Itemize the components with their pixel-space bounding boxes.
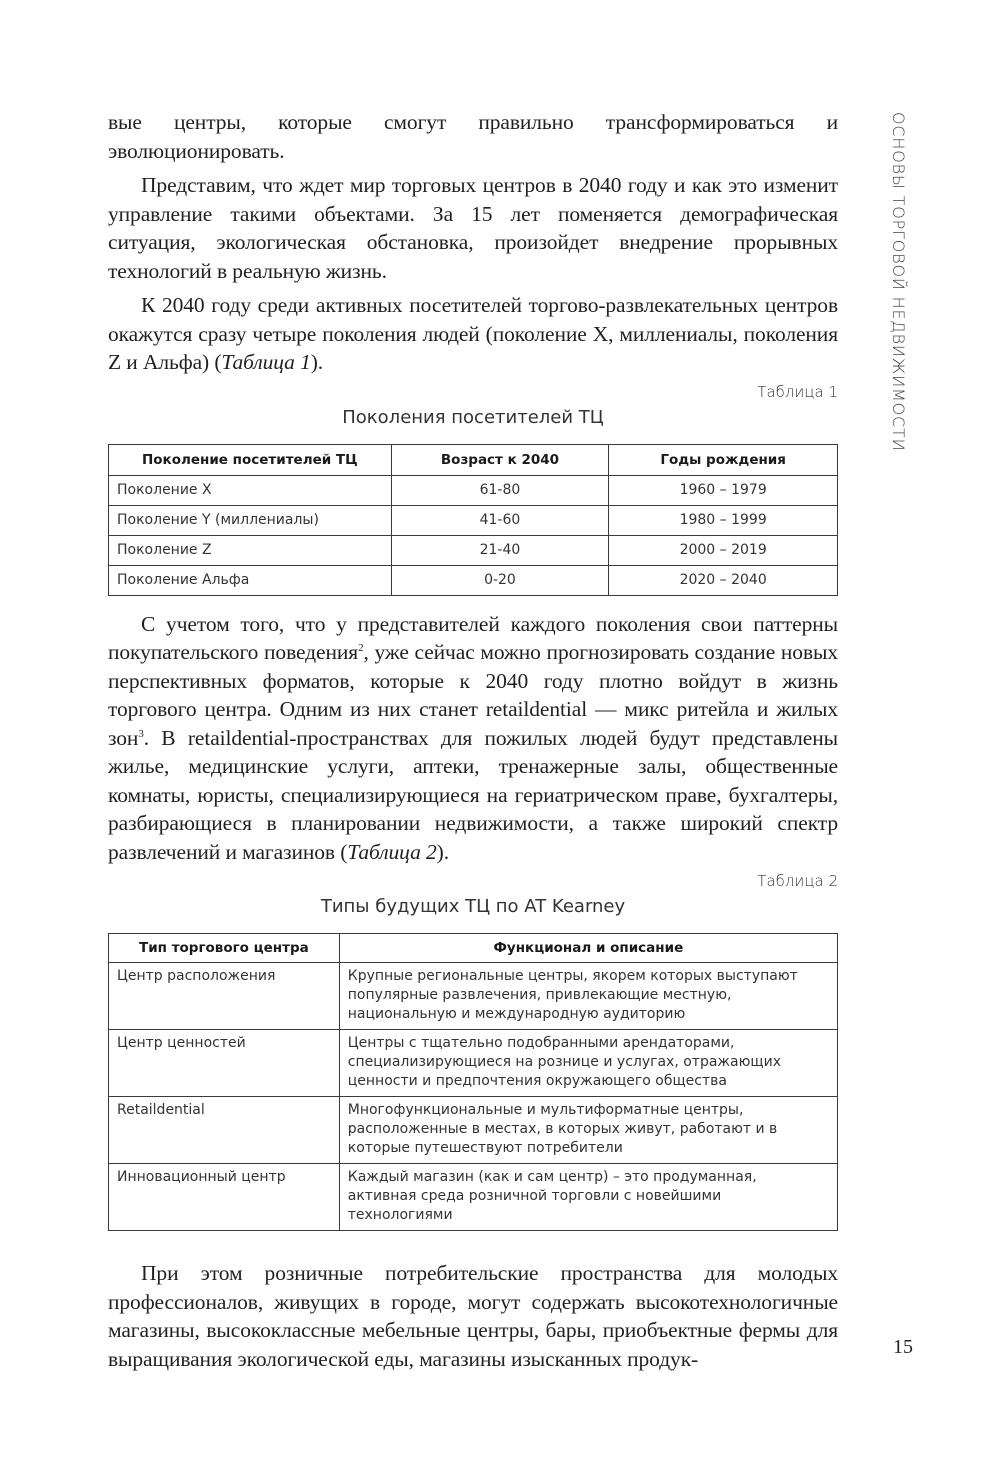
- description-cell: Крупные региональные центры, якорем которых выступают популярные развлечения, привлекающие местную, национальную и международную аудиторию: [339, 963, 837, 1030]
- table-2-label: Таблица 2: [757, 872, 838, 890]
- column-header: Годы рождения: [609, 444, 838, 475]
- table-header-row: [109, 934, 838, 963]
- paragraph-text: К 2040 году среди активных посетителей торгово-развлекательных центров окажутся сразу четыре поколения людей (поколение X, миллениалы, поколения Z и Альфа) (: [108, 293, 838, 374]
- table-row: [109, 963, 838, 1030]
- age-cell: 61-80: [391, 475, 609, 505]
- paragraph-retaildential: [108, 610, 838, 867]
- description-cell: Центры с тщательно подобранными арендаторами, специализирующиеся на рознице и услугах, отражающих ценности и предпочтения окружающего общества: [339, 1030, 837, 1097]
- birth-years-cell: 2000 – 2019: [609, 535, 838, 565]
- generation-cell: Поколение Альфа: [109, 565, 392, 595]
- table-2-title: Типы будущих ТЦ по AT Kearney: [320, 896, 626, 917]
- page-body: [108, 108, 838, 1379]
- table-1-reference: Таблица 1: [221, 350, 311, 374]
- age-cell: 0-20: [391, 565, 609, 595]
- paragraph-2040-outlook: Представим, что ждет мир торговых центров в 2040 году и как это изменит управление такими объектами. За 15 лет поменяется демографическая ситуация, экологическая обстановка, произойдет внедрение прорывных технологий в реальную жизнь.: [108, 173, 838, 283]
- table-row: [109, 1164, 838, 1231]
- table-1-label: Таблица 1: [757, 382, 838, 401]
- table-row: [109, 1030, 838, 1097]
- description-cell: Многофункциональные и мультиформатные центры, расположенные в местах, в которых живут, работают и в которые путешествуют потребители: [339, 1097, 837, 1164]
- column-header: Возраст к 2040: [391, 444, 609, 475]
- paragraph-text: ).: [436, 839, 449, 864]
- footnote-ref-3[interactable]: 3: [138, 727, 144, 740]
- age-cell: 41-60: [391, 505, 609, 535]
- mall-type-cell: Центр ценностей: [109, 1030, 340, 1097]
- generation-cell: Поколение Z: [109, 535, 392, 565]
- column-header: Функционал и описание: [339, 934, 837, 963]
- running-head: ОСНОВЫ ТОРГОВОЙ НЕДВИЖИМОСТИ: [889, 112, 908, 452]
- generations-table: [108, 444, 838, 596]
- paragraph-text: . В retaildential-пространствах для пожилых людей будут представлены жилье, медицинские услуги, аптеки, тренажерные залы, общественные комнаты, юристы, специализирующиеся на гериатрическом праве, бухгалтеры, разбирающиеся в планировании недвижимости, а также широкий спектр развлечений и магазинов (: [108, 725, 838, 864]
- paragraph-text: С учетом того, что у представителей каждого поколения свои паттерны покупательского поведения: [108, 611, 838, 664]
- birth-years-cell: 2020 – 2040: [609, 565, 838, 595]
- page-number: 15: [893, 1336, 913, 1358]
- column-header: Тип торгового центра: [109, 934, 340, 963]
- mall-type-cell: Инновационный центр: [109, 1164, 340, 1231]
- birth-years-cell: 1960 – 1979: [609, 475, 838, 505]
- table-1-title: Поколения посетителей ТЦ: [342, 406, 604, 428]
- mall-type-cell: Центр расположения: [109, 963, 340, 1030]
- table-row: [109, 475, 838, 505]
- description-cell: Каждый магазин (как и сам центр) – это продуманная, активная среда розничной торговли с новейшими технологиями: [339, 1164, 837, 1231]
- generation-cell: Поколение Y (миллениалы): [109, 505, 392, 535]
- generation-cell: Поколение X: [109, 475, 392, 505]
- mall-types-table: [108, 933, 838, 1231]
- paragraph-text: ).: [310, 350, 324, 374]
- paragraph-text: , уже сейчас можно прогнозировать создание новых перспективных форматов, которые к 2040 году плотно войдут в жизнь торгового центра. Одним из них станет retaildential — микс ритейла и жилых зон: [108, 640, 839, 750]
- paragraph-young-professionals: При этом розничные потребительские пространства для молодых профессионалов, живущих в городе, могут содержать высокотехнологичные магазины, высококлассные мебельные центры, бары, приобъектные фермы для выращивания экологической еды, магазины изысканных продук-: [108, 1261, 838, 1371]
- paragraph-continuation: вые центры, которые смогут правильно трансформироваться и эволюционировать.: [108, 110, 838, 163]
- footnote-ref-2[interactable]: 2: [358, 641, 364, 654]
- table-row: [109, 505, 838, 535]
- table-2-reference: Таблица 2: [347, 839, 437, 864]
- table-header-row: [109, 444, 838, 475]
- paragraph-generations: [108, 291, 838, 377]
- mall-type-cell: Retaildential: [109, 1097, 340, 1164]
- table-row: [109, 535, 838, 565]
- column-header: Поколение посетителей ТЦ: [109, 444, 392, 475]
- table-row: [109, 1097, 838, 1164]
- birth-years-cell: 1980 – 1999: [609, 505, 838, 535]
- table-row: [109, 565, 838, 595]
- age-cell: 21-40: [391, 535, 609, 565]
